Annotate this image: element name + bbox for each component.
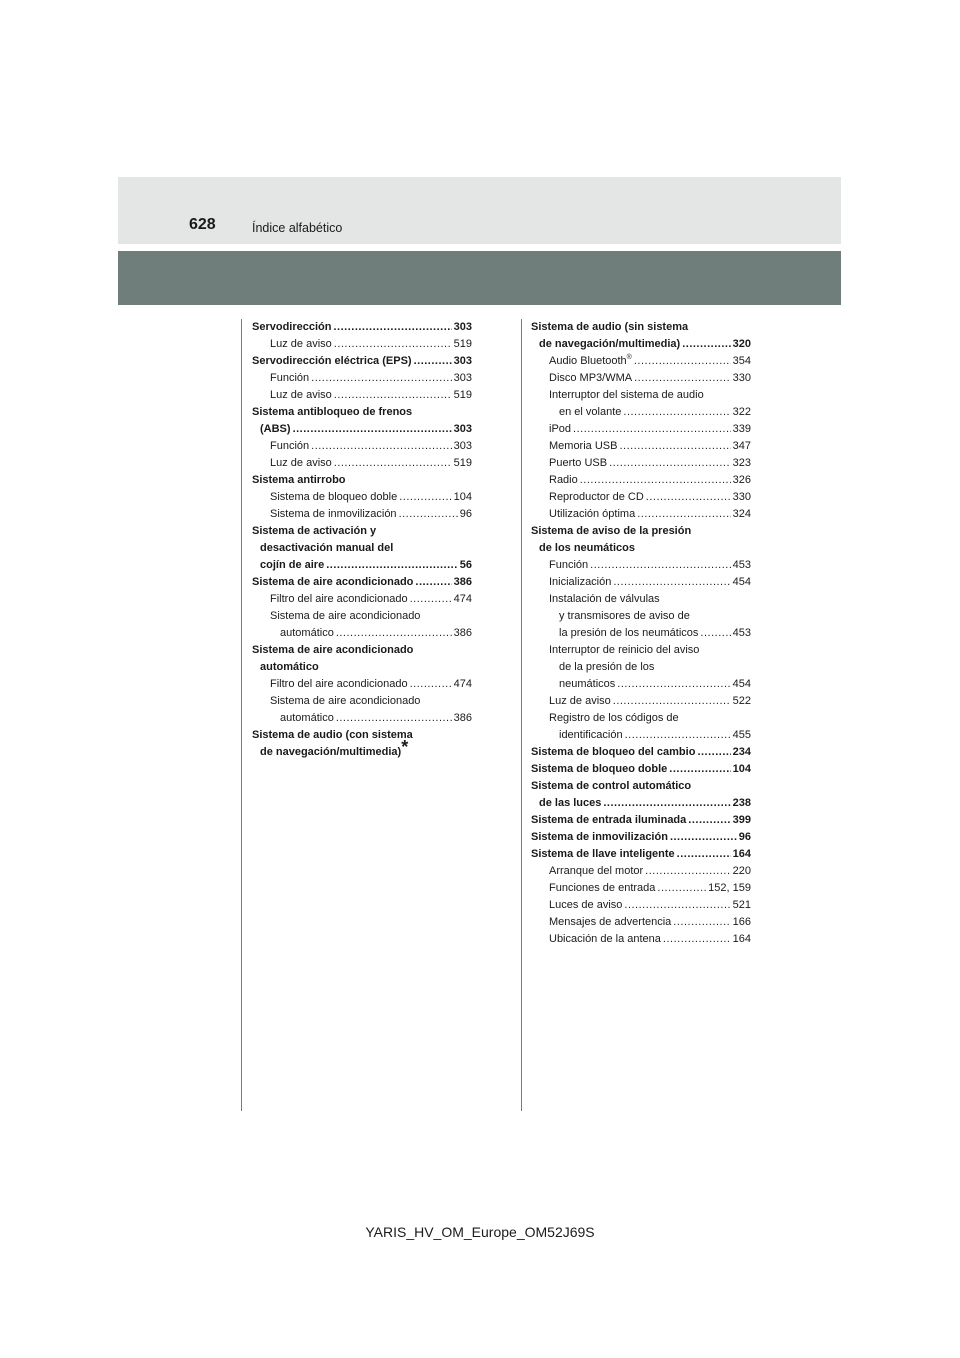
index-heading: de los neumáticos (539, 542, 635, 554)
section-title: Índice alfabético (252, 221, 343, 235)
index-entry: automático ..... 386 (252, 625, 472, 642)
index-entry: Audio Bluetooth® ..... 354 (531, 353, 751, 370)
index-entry: Función ..... 453 (531, 557, 751, 574)
page-number: 628 (189, 216, 216, 233)
index-heading: Sistema de control automático (531, 780, 692, 792)
index-heading: automático (260, 661, 319, 673)
index-column-right (531, 319, 751, 948)
index-entry: identificación ..... 455 (531, 727, 751, 744)
index-subheading: Interruptor del sistema de audio (549, 389, 704, 401)
index-entry: Filtro del aire acondicionado ..... 474 (252, 676, 472, 693)
index-heading: Sistema de audio (con sistema (252, 729, 413, 741)
index-entry: Luz de aviso ..... 519 (252, 455, 472, 472)
index-entry: en el volante ..... 322 (531, 404, 751, 421)
index-heading: Sistema de aire acondicionado (252, 644, 414, 656)
index-heading: desactivación manual del (260, 542, 394, 554)
index-entry: Ubicación de la antena ..... 164 (531, 931, 751, 948)
index-entry: de las luces ..... 238 (531, 795, 751, 812)
header-dark-band (118, 251, 841, 305)
index-entry: Sistema de bloqueo del cambio ..... 234 (531, 744, 751, 761)
index-entry: Luz de aviso ..... 522 (531, 693, 751, 710)
index-entry: Sistema de llave inteligente ..... 164 (531, 846, 751, 863)
index-entry: neumáticos ..... 454 (531, 676, 751, 693)
index-entry: Función ..... 303 (252, 438, 472, 455)
index-entry: Luces de aviso ..... 521 (531, 897, 751, 914)
index-entry: Sistema de entrada iluminada ..... 399 (531, 812, 751, 829)
index-entry: Reproductor de CD ..... 330 (531, 489, 751, 506)
index-entry: la presión de los neumáticos ..... 453 (531, 625, 751, 642)
index-entry: Utilización óptima ..... 324 (531, 506, 751, 523)
index-subheading: Interruptor de reinicio del aviso (549, 644, 700, 656)
index-subheading: y transmisores de aviso de (559, 610, 690, 622)
index-entry: Funciones de entrada ..... 152, 159 (531, 880, 751, 897)
index-entry: Sistema de bloqueo doble ..... 104 (252, 489, 472, 506)
index-heading: Sistema antirrobo (252, 474, 346, 486)
document-id: YARIS_HV_OM_Europe_OM52J69S (365, 1224, 595, 1240)
index-entry: Filtro del aire acondicionado ..... 474 (252, 591, 472, 608)
index-entry: (ABS) ..... 303 (252, 421, 472, 438)
index-entry: Sistema de inmovilización ..... 96 (531, 829, 751, 846)
index-column-left (252, 319, 472, 761)
index-subheading: de la presión de los (559, 661, 655, 673)
index-subheading: Registro de los códigos de (549, 712, 679, 724)
index-subheading: Sistema de aire acondicionado (270, 695, 421, 707)
index-heading: Sistema de activación y (252, 525, 377, 537)
index-entry: Sistema de inmovilización ..... 96 (252, 506, 472, 523)
index-entry: Servodirección eléctrica (EPS) ..... 303 (252, 353, 472, 370)
index-entry: Mensajes de advertencia ..... 166 (531, 914, 751, 931)
index-subheading: Instalación de válvulas (549, 593, 660, 605)
registered-mark: ® (626, 354, 632, 361)
index-entry: Servodirección ..... 303 (252, 319, 472, 336)
index-entry: iPod ..... 339 (531, 421, 751, 438)
index-entry: Inicialización ..... 454 (531, 574, 751, 591)
index-entry: de navegación/multimedia) ..... 320 (531, 336, 751, 353)
index-subheading: Sistema de aire acondicionado (270, 610, 421, 622)
index-entry: Función ..... 303 (252, 370, 472, 387)
index-entry: Radio ..... 326 (531, 472, 751, 489)
index-heading: de navegación/multimedia)* (260, 737, 409, 758)
index-entry: Memoria USB ..... 347 (531, 438, 751, 455)
footnote-asterisk: * (401, 737, 409, 757)
index-entry: Sistema de bloqueo doble ..... 104 (531, 761, 751, 778)
header-band (118, 177, 841, 244)
index-entry: cojín de aire ..... 56 (252, 557, 472, 574)
index-heading: Sistema de aviso de la presión (531, 525, 692, 537)
index-entry: Puerto USB ..... 323 (531, 455, 751, 472)
index-entry: Arranque del motor ..... 220 (531, 863, 751, 880)
index-entry: Luz de aviso ..... 519 (252, 387, 472, 404)
left-column-rule (241, 319, 242, 1111)
index-heading: Sistema antibloqueo de frenos (252, 406, 413, 418)
index-entry: Disco MP3/WMA ..... 330 (531, 370, 751, 387)
index-entry: automático ..... 386 (252, 710, 472, 727)
index-entry: Luz de aviso ..... 519 (252, 336, 472, 353)
index-heading: Sistema de audio (sin sistema (531, 321, 689, 333)
index-entry: Sistema de aire acondicionado ..... 386 (252, 574, 472, 591)
right-column-rule (521, 319, 522, 1111)
